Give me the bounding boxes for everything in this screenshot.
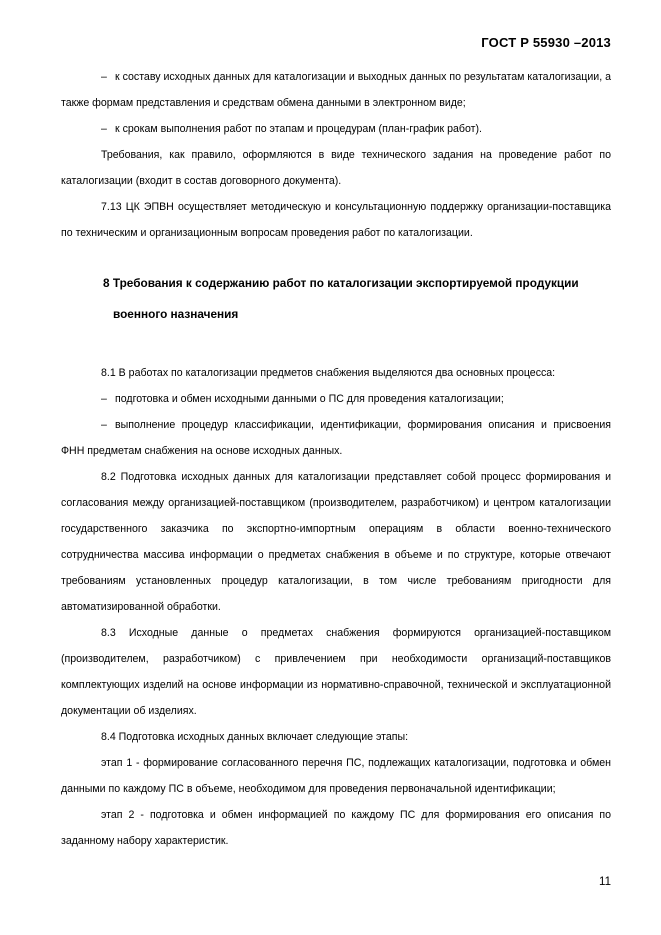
list-dash: – (101, 393, 107, 405)
list-item-text: подготовка и обмен исходными данными о ПС для проведения каталогизации; (115, 393, 504, 405)
list-item-text: к составу исходных данных для каталогизации и выходных данных по результатам каталогизации, а также формам представления и средствам обмена данными в электронном виде; (61, 71, 611, 109)
paragraph: 8.4 Подготовка исходных данных включает следующие этапы: (101, 731, 409, 743)
spacer (61, 330, 611, 360)
list-item-text: к срокам выполнения работ по этапам и процедурам (план-график работ). (115, 123, 482, 135)
page-number: 11 (599, 876, 611, 888)
list-item (61, 412, 611, 464)
document-body (61, 64, 611, 854)
list-dash: – (101, 419, 107, 431)
paragraph: 8.2 Подготовка исходных данных для каталогизации представляет собой процесс формирования и согласования между организацией-поставщиком (производителем, разработчиком) и центром каталогизации государственного заказчика по экспортно-импортным операциям в области военно-технического сотрудничества массива информации о предметах снабжения в объеме и по структуре, которые отвечают требованиям установленных процедур каталогизации, в том числе требованиям пригодности для автоматизированной обработки. (61, 471, 611, 613)
document-code-header: ГОСТ Р 55930 –2013 (481, 35, 611, 50)
section-heading-line1: 8 Требования к содержанию работ по каталогизации экспортируемой продукции (103, 276, 579, 290)
spacer (61, 246, 611, 268)
section-heading (61, 268, 611, 330)
paragraph: этап 1 - формирование согласованного перечня ПС, подлежащих каталогизации, подготовка и обмен данными по каждому ПС в объеме, необходимом для проведения первоначальной идентификации; (61, 757, 611, 795)
list-item (61, 64, 611, 116)
list-dash: – (101, 123, 107, 135)
paragraph: 7.13 ЦК ЭПВН осуществляет методическую и консультационную поддержку организации-поставщика по техническим и организационным вопросам проведения работ по каталогизации. (61, 201, 611, 239)
list-dash: – (101, 71, 107, 83)
list-item (61, 116, 611, 142)
paragraph: этап 2 - подготовка и обмен информацией по каждому ПС для формирования его описания по заданному набору характеристик. (61, 809, 611, 847)
list-item (61, 386, 611, 412)
paragraph: 8.3 Исходные данные о предметах снабжения формируются организацией-поставщиком (производителем, разработчиком) с привлечением при необходимости организаций-поставщиков комплектующих изделий на основе информации из нормативно-справочной, технической и эксплуатационной документации об изделиях. (61, 627, 611, 717)
paragraph: 8.1 В работах по каталогизации предметов снабжения выделяются два основных процесса: (101, 367, 556, 379)
list-item-text: выполнение процедур классификации, идентификации, формирования описания и присвоения ФНН предметам снабжения на основе исходных данных. (61, 419, 611, 457)
paragraph: Требования, как правило, оформляются в виде технического задания на проведение работ по каталогизации (входит в состав договорного документа). (61, 149, 611, 187)
section-heading-line2: военного назначения (113, 307, 239, 321)
